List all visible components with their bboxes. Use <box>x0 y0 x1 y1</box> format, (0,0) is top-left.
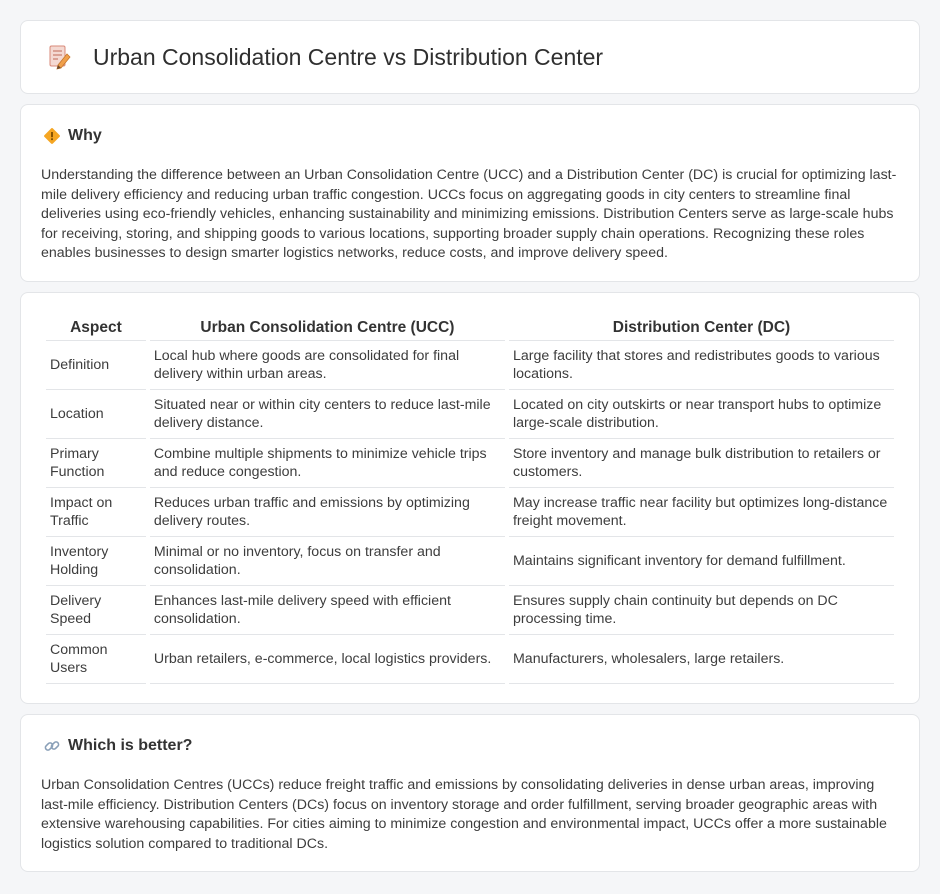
ucc-cell: Enhances last-mile delivery speed with efficient consolidation. <box>150 586 505 635</box>
table-row <box>46 341 894 390</box>
title-row <box>45 43 603 71</box>
document-pencil-icon <box>45 43 73 71</box>
better-header <box>43 737 192 755</box>
better-text: Urban Consolidation Centres (UCCs) reduce freight traffic and emissions by consolidating deliveries in dense urban areas, improving last-mile efficiency. Distribution Centers (DCs) focus on inventory storage and order fulfillment, serving broader geographic areas with extensive warehousing capabilities. For cities aiming to minimize congestion and environmental impact, UCCs offer a more sustainable logistics solution compared to traditional DCs. <box>41 777 887 852</box>
dc-cell: Large facility that stores and redistributes goods to various locations. <box>509 341 894 390</box>
why-title: Why <box>68 127 102 144</box>
link-icon <box>43 737 61 755</box>
dc-cell: Manufacturers, wholesalers, large retailers. <box>509 635 894 684</box>
comparison-section <box>20 292 920 704</box>
ucc-cell: Minimal or no inventory, focus on transfer and consolidation. <box>150 537 505 586</box>
ucc-cell: Local hub where goods are consolidated for final delivery within urban areas. <box>150 341 505 390</box>
comparison-table <box>42 315 898 684</box>
aspect-cell: Common Users <box>46 635 146 684</box>
aspect-cell: Inventory Holding <box>46 537 146 586</box>
dc-cell: Ensures supply chain continuity but depends on DC processing time. <box>509 586 894 635</box>
header-ucc: Urban Consolidation Centre (UCC) <box>150 315 505 341</box>
better-title: Which is better? <box>68 737 193 754</box>
ucc-cell: Situated near or within city centers to reduce last-mile delivery distance. <box>150 390 505 439</box>
diamond-warning-icon <box>43 127 61 145</box>
aspect-cell: Location <box>46 390 146 439</box>
why-section <box>20 104 920 282</box>
why-header <box>43 127 102 145</box>
table-row <box>46 586 894 635</box>
aspect-cell: Delivery Speed <box>46 586 146 635</box>
aspect-cell: Impact on Traffic <box>46 488 146 537</box>
dc-cell: Located on city outskirts or near transport hubs to optimize large-scale distribution. <box>509 390 894 439</box>
table-row <box>46 488 894 537</box>
title-card <box>20 20 920 94</box>
why-text: Understanding the difference between an Urban Consolidation Centre (UCC) and a Distribution Center (DC) is crucial for optimizing last-mile delivery efficiency and reducing urban traffic congestion. UCCs focus on aggregating goods in city centers to streamline final deliveries using eco-friendly vehicles, enhancing sustainability and minimizing emissions. Distribution Centers serve as large-scale hubs for receiving, storing, and shipping goods to various locations, supporting broader supply chain operations. Recognizing these roles enables businesses to design smarter logistics networks, reduce costs, and improve delivery speed. <box>41 167 897 262</box>
table-row <box>46 439 894 488</box>
header-dc: Distribution Center (DC) <box>509 315 894 341</box>
table-row <box>46 390 894 439</box>
dc-cell: Maintains significant inventory for demand fulfillment. <box>509 537 894 586</box>
better-section <box>20 714 920 872</box>
aspect-cell: Primary Function <box>46 439 146 488</box>
ucc-cell: Reduces urban traffic and emissions by optimizing delivery routes. <box>150 488 505 537</box>
aspect-cell: Definition <box>46 341 146 390</box>
dc-cell: May increase traffic near facility but optimizes long-distance freight movement. <box>509 488 894 537</box>
header-aspect: Aspect <box>46 315 146 341</box>
page-title: Urban Consolidation Centre vs Distribution Center <box>93 43 604 70</box>
ucc-cell: Combine multiple shipments to minimize vehicle trips and reduce congestion. <box>150 439 505 488</box>
table-row <box>46 537 894 586</box>
table-row <box>46 635 894 684</box>
table-header-row <box>46 315 894 341</box>
dc-cell: Store inventory and manage bulk distribution to retailers or customers. <box>509 439 894 488</box>
ucc-cell: Urban retailers, e-commerce, local logistics providers. <box>150 635 505 684</box>
